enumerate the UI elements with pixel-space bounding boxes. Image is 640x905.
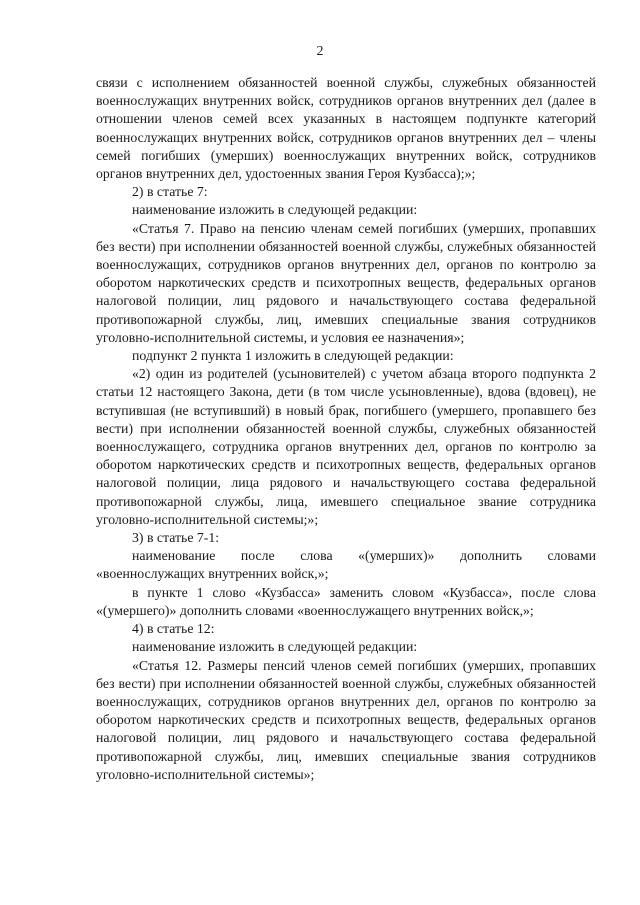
paragraph: в пункте 1 слово «Кузбасса» заменить словом «Кузбасса», после слова «(умершего)» дополнить словами «военнослужащего внутренних войск,»; [96, 584, 596, 618]
document-body [96, 74, 596, 784]
page-number: 2 [316, 44, 324, 59]
paragraph: 4) в статье 12: [132, 621, 215, 637]
paragraph: «Статья 12. Размеры пенсий членов семей погибших (умерших, пропавших без вести) при исполнении обязанностей военной службы, служебных обязанностей военнослужащих, сотрудников органов внутренних дел, органов по контролю за оборотом наркотических средств и психотропных веществ, федеральных органов налоговой полиции, лиц рядового и начальствующего состава федеральной противопожарной службы, лиц, имевших специальные звания сотрудников уголовно-исполнительной системы»; [96, 657, 596, 782]
paragraph: «2) один из родителей (усыновителей) с учетом абзаца второго подпункта 2 статьи 12 настоящего Закона, дети (в том числе усыновленные), вдова (вдовец), не вступившая (не вступивший) в новый брак, погибшего (умершего, пропавшего без вести) при исполнении обязанностей военной службы, служебных обязанностей военнослужащего, сотрудника органов внутренних дел, органов по контролю за оборотом наркотических средств и психотропных веществ, федеральных органов налоговой полиции, лица рядового и начальствующего состава федеральной противопожарной службы, лица, имевшего специальное звание сотрудника уголовно-исполнительной системы;»; [96, 366, 596, 527]
paragraph: подпункт 2 пункта 1 изложить в следующей редакции: [132, 348, 454, 364]
paragraph: наименование после слова «(умерших)» дополнить словами «военнослужащих внутренних войск,»; [96, 548, 596, 582]
paragraph: наименование изложить в следующей редакции: [132, 639, 418, 655]
paragraph: «Статья 7. Право на пенсию членам семей погибших (умерших, пропавших без вести) при исполнении обязанностей военной службы, служебных обязанностей военнослужащих, сотрудников органов внутренних дел, органов по контролю за оборотом наркотических средств и психотропных веществ, федеральных органов налоговой полиции, лиц рядового и начальствующего состава федеральной противопожарной службы, лиц, имевших специальные звания сотрудников уголовно-исполнительной системы, и условия ее назначения»; [96, 220, 596, 345]
paragraph: 3) в статье 7-1: [132, 530, 220, 546]
paragraph: связи с исполнением обязанностей военной службы, служебных обязанностей военнослужащих внутренних войск, сотрудников органов внутренних дел (далее в отношении членов семей всех указанных в настоящем подпункте категорий военнослужащих внутренних войск, сотрудников органов внутренних дел – члены семей погибших (умерших) военнослужащих внутренних войск, сотрудников органов внутренних дел, удостоенных звания Героя Кузбасса);»; [96, 75, 596, 182]
paragraph: 2) в статье 7: [132, 184, 208, 200]
paragraph: наименование изложить в следующей редакции: [132, 202, 418, 218]
